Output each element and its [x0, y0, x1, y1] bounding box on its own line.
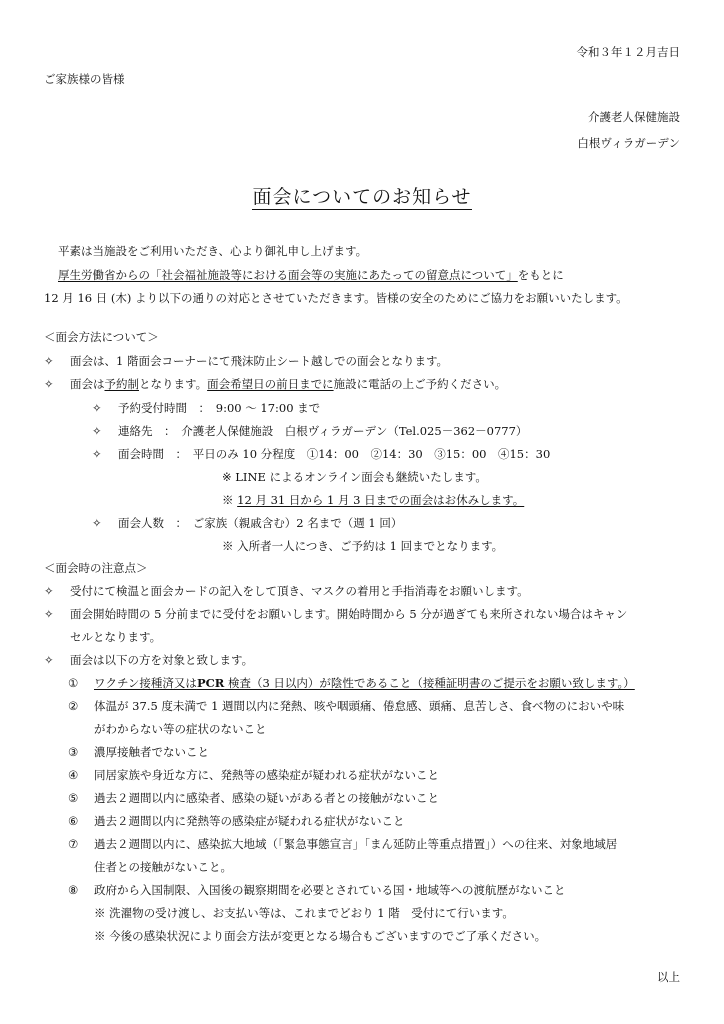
holiday-closure-text: 12 月 31 日から 1 月 3 日までの面会はお休みします。 [237, 493, 525, 507]
list-item [44, 607, 627, 623]
bullet-sparkle-icon: ✧ [44, 584, 54, 598]
list-item [68, 699, 624, 715]
method-change-note: ※ 今後の感染状況により面会方法が変更となる場合もございますのでご了承ください。 [94, 929, 547, 943]
bullet-sparkle-icon: ✧ [44, 607, 54, 621]
page-title [0, 185, 724, 211]
condition-7-line-2: 住者との接触がないこと。 [94, 860, 232, 874]
condition-number: ④ [68, 768, 79, 782]
laundry-payment-note: ※ 洗濯物の受け渡し、お支払い等は、これまでどおり 1 階 受付にて行います。 [94, 906, 514, 920]
list-item [68, 745, 209, 761]
condition-number: ⑦ [68, 837, 79, 851]
condition-4-text: 同居家族や身近な方に、発熱等の感染症が疑われる症状がないこと [94, 768, 439, 782]
bullet-sparkle-icon: ✧ [92, 401, 102, 415]
sender-facility-name: 白根ヴィラガーデン [577, 136, 680, 150]
item2-post: 施設に電話の上ご予約ください。 [333, 377, 507, 391]
note-mark: ※ [222, 493, 234, 507]
intro-line-2-rest: をもとに [517, 268, 564, 282]
item2-mid: となります。 [139, 377, 208, 391]
recipient-line: ご家族様の皆様 [44, 72, 125, 86]
condition-1-text [94, 676, 635, 690]
sender-organization: 介護老人保健施設 [588, 110, 680, 124]
condition-2-line-2: がわからない等の症状のないこと [94, 722, 267, 736]
list-item [68, 676, 635, 692]
list-item [44, 354, 448, 370]
list-item [44, 377, 506, 393]
condition-5-text: 過去２週間以内に感染者、感染の疑いがある者との接触がないこと [94, 791, 439, 805]
precaution-item-2-line-2: セルとなります。 [70, 630, 162, 644]
condition-6-text: 過去２週間以内に発熱等の感染症が疑われる症状がないこと [94, 814, 405, 828]
intro-guideline-title: 厚生労働省からの「社会福祉施設等における面会等の実施にあたっての留意点について」 [58, 268, 518, 282]
condition-3-text: 濃厚接触者でないこと [94, 745, 209, 759]
condition-7-line-1: 過去２週間以内に、感染拡大地域（「緊急事態宣言」「まん延防止等重点措置」）への往来、対象地域居 [94, 837, 618, 851]
condition-number: ② [68, 699, 79, 713]
bullet-sparkle-icon: ✧ [92, 447, 102, 461]
condition-1-post: 検査（3 日以内）が陰性であること（接種証明書のご提示をお願い致します。） [224, 676, 635, 690]
bullet-sparkle-icon: ✧ [92, 424, 102, 438]
list-item [68, 837, 617, 853]
section-precautions-heading: ＜面会時の注意点＞ [44, 561, 148, 575]
bullet-sparkle-icon: ✧ [44, 354, 54, 368]
intro-line-3: 12 月 16 日 (木) より以下の通りの対応とさせていただきます。皆様の安全のためにご協力をお願いいたします。 [44, 291, 628, 305]
list-item [92, 401, 320, 417]
condition-number: ⑥ [68, 814, 79, 828]
visitor-count: 面会人数 ： ご家族（親戚含む）2 名まで（週 1 回） [118, 516, 403, 530]
visit-time-slots: 面会時間 ： 平日のみ 10 分程度 ①14：00 ②14：30 ③15：00 ④15：30 [118, 447, 551, 461]
condition-1-pre: ワクチン接種済又は [94, 676, 197, 690]
reservation-hours: 予約受付時間 ： 9:00 〜 17:00 まで [118, 401, 321, 415]
intro-line-1: 平素は当施設をご利用いただき、心より御礼申し上げます。 [58, 244, 368, 258]
list-item [92, 447, 550, 463]
list-item [68, 768, 439, 784]
condition-8-text: 政府から入国制限、入国後の観察期間を必要とされている国・地域等への渡航歴がないこと [94, 883, 566, 897]
precaution-item-1: 受付にて検温と面会カードの記入をして頂き、マスクの着用と手指消毒をお願いします。 [70, 584, 529, 598]
holiday-note [222, 493, 524, 509]
contact-info: 連絡先 ： 介護老人保健施設 白根ヴィラガーデン（Tel.025－362－0777） [118, 424, 528, 438]
precaution-item-2-line-1: 面会開始時間の 5 分前までに受付をお願いします。開始時間から 5 分が過ぎても来所されない場合はキャン [70, 607, 628, 621]
list-item [92, 516, 402, 532]
online-visit-note: ※ LINE によるオンライン面会も継続いたします。 [222, 470, 487, 484]
precaution-item-3: 面会は以下の方を対象と致します。 [70, 653, 254, 667]
list-item [68, 814, 405, 830]
page-title-text: 面会についてのお知らせ [252, 186, 472, 208]
condition-number: ① [68, 676, 79, 690]
item2-reservation: 予約制 [104, 377, 139, 391]
list-item [44, 584, 529, 600]
bullet-sparkle-icon: ✧ [44, 377, 54, 391]
bullet-sparkle-icon: ✧ [92, 516, 102, 530]
condition-2-line-1: 体温が 37.5 度未満で 1 週間以内に発熱、咳や咽頭痛、倦怠感、頭痛、息苦しさ、食べ物のにおいや味 [94, 699, 625, 713]
visitor-limit-note: ※ 入所者一人につき、ご予約は 1 回までとなります。 [222, 539, 504, 553]
condition-1-pcr: PCR [196, 676, 225, 690]
list-item [68, 883, 566, 899]
condition-number: ⑧ [68, 883, 79, 897]
condition-number: ③ [68, 745, 79, 759]
visit-method-item-1: 面会は、1 階面会コーナーにて飛沫防止シート越しでの面会となります。 [70, 354, 449, 368]
list-item [68, 791, 439, 807]
item2-deadline: 面会希望日の前日までに [207, 377, 334, 391]
closing-mark: 以上 [657, 970, 680, 984]
list-item [92, 424, 527, 440]
item2-pre: 面会は [70, 377, 105, 391]
section-visit-method-heading: ＜面会方法について＞ [44, 330, 159, 344]
condition-number: ⑤ [68, 791, 79, 805]
intro-line-2 [58, 268, 564, 284]
bullet-sparkle-icon: ✧ [44, 653, 54, 667]
list-item [44, 653, 253, 669]
document-date: 令和３年１２月吉日 [576, 45, 680, 59]
